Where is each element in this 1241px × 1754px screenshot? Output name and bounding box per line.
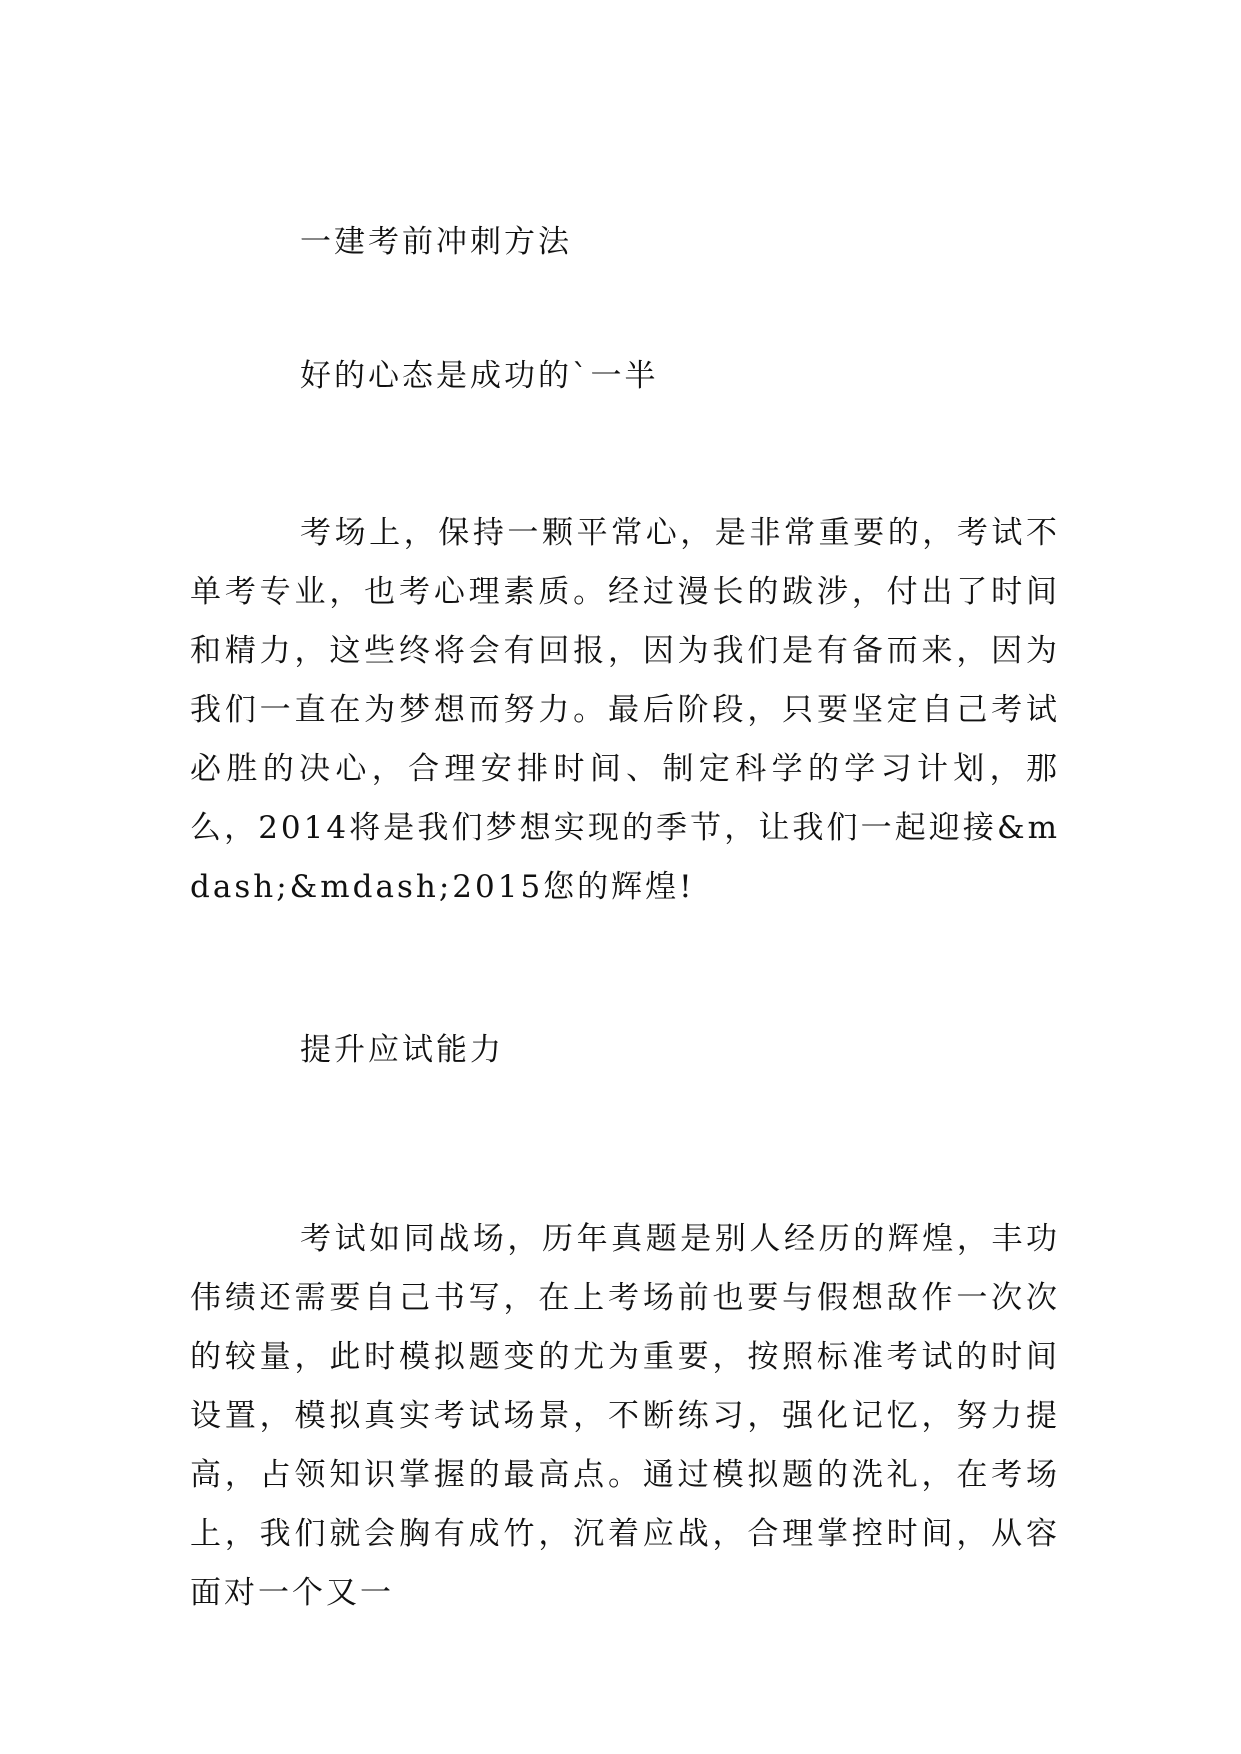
paragraph-mindset: 考场上，保持一颗平常心，是非常重要的，考试不单考专业，也考心理素质。经过漫长的跋涉，付出了时间和精力，这些终将会有回报，因为我们是有备而来，因为我们一直在为梦想而努力。最后阶段，只要坚定自己考试必胜的决心，合理安排时间、制定科学的学习计划，那么，2014将是我们梦想实现的季节，让我们一起迎接&mdash;&mdash;2015您的辉煌! [190, 515, 1060, 905]
section-heading-exam-ability: 提升应试能力 [300, 1032, 504, 1068]
document-title: 一建考前冲刺方法 [300, 224, 572, 260]
section-heading-mindset: 好的心态是成功的`一半 [300, 358, 659, 394]
paragraph-exam-ability: 考试如同战场，历年真题是别人经历的辉煌，丰功伟绩还需要自己书写，在上考场前也要与假想敌作一次次的较量，此时模拟题变的尤为重要，按照标准考试的时间设置，模拟真实考试场景，不断练习，强化记忆，努力提高，占领知识掌握的最高点。通过模拟题的洗礼，在考场上，我们就会胸有成竹，沉着应战，合理掌控时间，从容面对一个又一 [190, 1221, 1060, 1611]
